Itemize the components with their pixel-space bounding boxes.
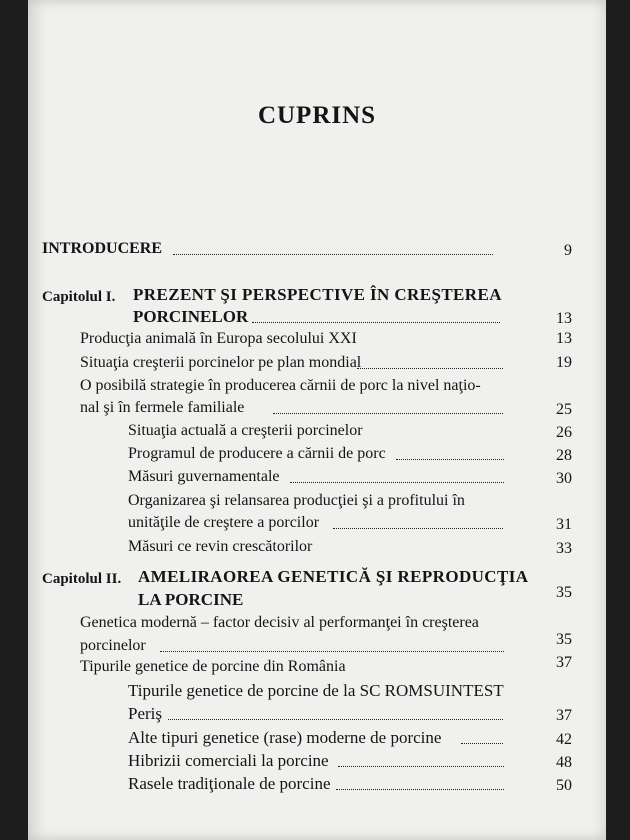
toc-chapter-2-label: Capitolul II. xyxy=(42,571,122,587)
toc-entry: Hibrizii comerciali la porcine xyxy=(128,751,329,770)
toc-page-number: 37 xyxy=(556,707,572,724)
toc-page-number: 33 xyxy=(556,540,572,557)
toc-page-number: 26 xyxy=(556,424,572,441)
toc-page-number: 25 xyxy=(556,401,572,418)
toc-page-number: 9 xyxy=(564,242,572,259)
toc-entry: Organizarea şi relansarea producţiei şi a profitului în xyxy=(128,492,465,509)
toc-entry: Programul de producere a cărnii de porc xyxy=(128,445,386,462)
toc-entry: Măsuri ce revin crescătorilor xyxy=(128,538,313,555)
toc-page-number: 19 xyxy=(556,354,572,371)
toc-chapter-1-label: Capitolul I. xyxy=(42,289,116,305)
toc-entry: O posibilă strategie în producerea cărnii de porc la nivel naţio- xyxy=(80,377,481,394)
dot-leader xyxy=(396,459,504,460)
toc-entry: Tipurile genetice de porcine din România xyxy=(80,658,346,675)
dot-leader xyxy=(160,651,504,652)
toc-entry-cont: nal şi în fermele familiale xyxy=(80,399,245,416)
dot-leader xyxy=(290,482,504,483)
toc-page-number: 42 xyxy=(556,731,572,748)
toc-page-number: 50 xyxy=(556,777,572,794)
toc-entry: Situaţia creşterii porcinelor pe plan mondial xyxy=(80,354,362,371)
toc-page-number: 37 xyxy=(556,654,572,671)
dot-leader xyxy=(338,766,504,767)
dot-leader xyxy=(333,528,503,529)
page-title: CUPRINS xyxy=(257,102,377,129)
toc-entry: Genetica modernă – factor decisiv al performanţei în creşterea xyxy=(80,614,479,631)
toc-entry-cont: Periş xyxy=(128,704,162,723)
toc-entry: Situaţia actuală a creşterii porcinelor xyxy=(128,422,363,439)
toc-entry: Rasele tradiţionale de porcine xyxy=(128,774,331,793)
book-page xyxy=(28,0,606,840)
toc-entry-cont: porcinelor xyxy=(80,637,146,654)
toc-chapter-2-title: AMELIRAOREA GENETICĂ ŞI REPRODUCŢIA xyxy=(138,567,529,586)
toc-chapter-2-title-cont: LA PORCINE xyxy=(138,590,244,609)
toc-page-number: 13 xyxy=(556,310,572,327)
toc-chapter-1-title: PREZENT ŞI PERSPECTIVE ÎN CREŞTEREA xyxy=(133,285,502,304)
dot-leader xyxy=(336,789,504,790)
dot-leader xyxy=(252,322,500,323)
toc-page-number: 48 xyxy=(556,754,572,771)
toc-page-number: 35 xyxy=(556,584,572,601)
toc-page-number: 13 xyxy=(556,330,572,347)
dot-leader xyxy=(273,413,503,414)
toc-page-number: 30 xyxy=(556,470,572,487)
toc-page-number: 31 xyxy=(556,516,572,533)
toc-entry-cont: unităţile de creştere a porcilor xyxy=(128,514,320,531)
dot-leader xyxy=(173,254,493,255)
toc-entry: Alte tipuri genetice (rase) moderne de porcine xyxy=(128,728,442,747)
toc-chapter-1-title-cont: PORCINELOR xyxy=(133,307,249,326)
toc-entry: Producţia animală în Europa secolului XXI xyxy=(80,330,357,347)
toc-entry: Măsuri guvernamentale xyxy=(128,468,280,485)
toc-entry-introducere: INTRODUCERE xyxy=(42,240,163,257)
dot-leader xyxy=(461,743,503,744)
dot-leader xyxy=(357,368,503,369)
toc-page-number: 35 xyxy=(556,631,572,648)
dot-leader xyxy=(168,719,503,720)
toc-entry: Tipurile genetice de porcine de la SC ROMSUINTEST xyxy=(128,681,504,700)
toc-page-number: 28 xyxy=(556,447,572,464)
